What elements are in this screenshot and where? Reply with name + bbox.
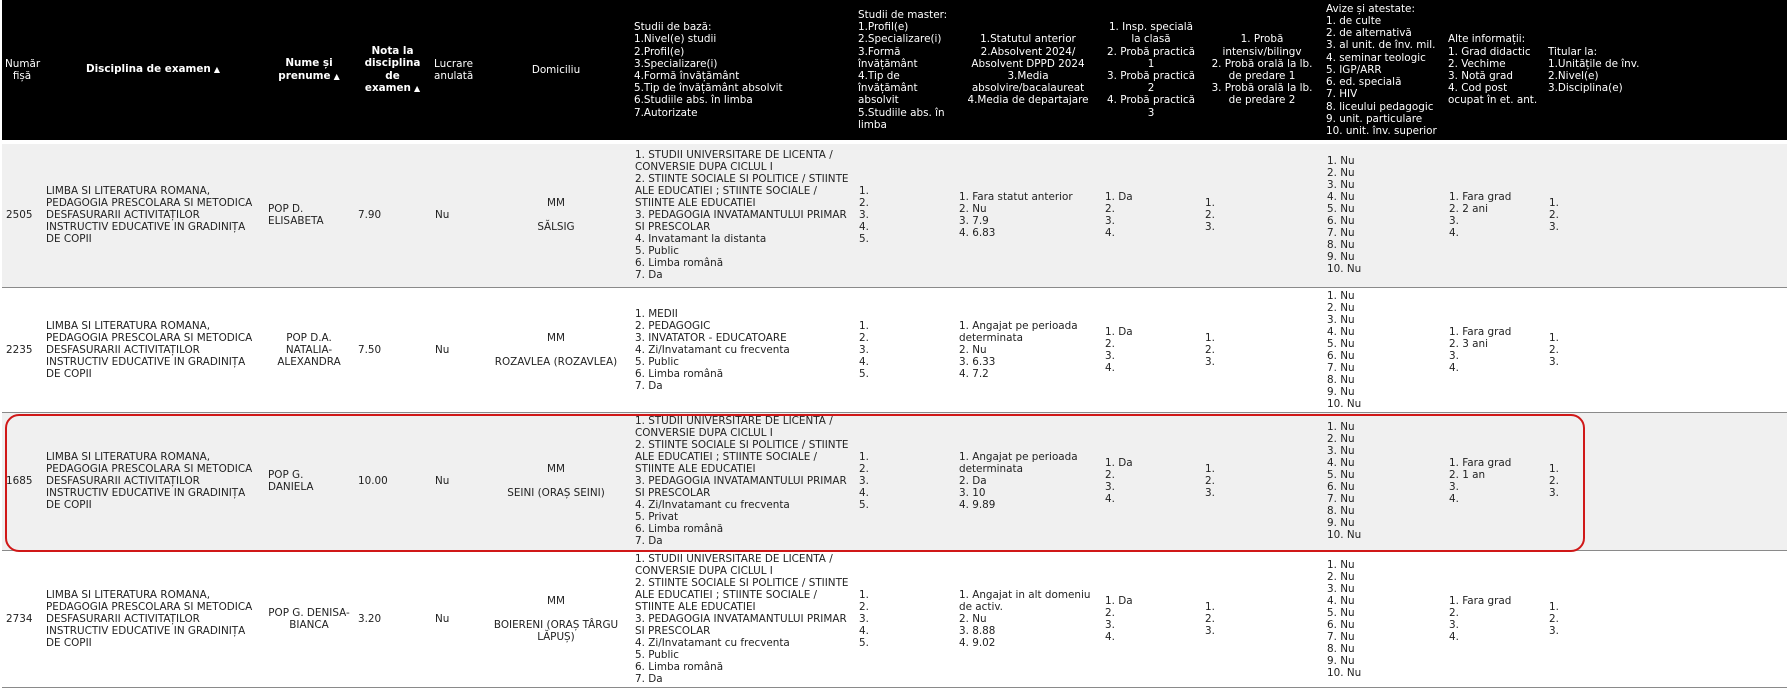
cell-statut: 1. Angajat pe perioada determinata 2. Da 3. 10 4. 9.89 xyxy=(959,451,1078,511)
domiciliu-judet: MM xyxy=(547,463,565,475)
table-header-row xyxy=(2,0,1787,140)
header-nota-label: Nota la disciplina de examen xyxy=(364,45,421,94)
cell-proba: 1. 2. 3. xyxy=(1205,331,1215,368)
domiciliu-judet: MM xyxy=(547,331,565,344)
header-avize: Avize și atestate: 1. de culte 2. de alternativă 3. al unit. de înv. mil. 4. seminar teologic 5. IGP/ARR 6. ed. specială 7. HIV 8. liceului pedagogic 9. unit. particulare 10. unit. înv. superior xyxy=(1326,2,1437,137)
cell-titular: 1. 2. 3. xyxy=(1549,331,1559,368)
header-disciplina[interactable] xyxy=(42,0,264,140)
header-titular: Titular la: 1.Unitățile de înv. 2.Nivel(e) 3.Disciplina(e) xyxy=(1548,45,1640,95)
domiciliu-localitate: ROZAVLEA (ROZAVLEA) xyxy=(494,355,618,368)
cell-lucrare: Nu xyxy=(435,209,450,222)
header-disciplina-label: Disciplina de examen xyxy=(86,63,211,76)
cell-avize: 1. Nu 2. Nu 3. Nu 4. Nu 5. Nu 6. Nu 7. Nu 8. Nu 9. Nu 10. Nu xyxy=(1327,558,1362,679)
cell-nota: 10.00 xyxy=(358,475,388,487)
cell-studii-master: 1. 2. 3. 4. 5. xyxy=(859,451,869,511)
cell-alte: 1. Fara grad 2. 2 ani 3. 4. xyxy=(1449,191,1512,240)
cell-studii-master: 1. 2. 3. 4. 5. xyxy=(859,185,869,246)
cell-studii-baza: 1. MEDII 2. PEDAGOGIC 3. INVATATOR - EDUCATOARE 4. Zi/Invatamant cu frecventa 5. Public 6. Limba română 7. Da xyxy=(635,307,790,392)
header-proba: 1. Probă intensiv/bilingv 2. Probă orală la lb. de predare 1 3. Probă orală la lb. de predare 2 xyxy=(1211,33,1313,107)
cell-insp: 1. Da 2. 3. 4. xyxy=(1105,191,1133,240)
cell-lucrare: Nu xyxy=(435,475,450,487)
domiciliu-localitate: SEINI (ORAȘ SEINI) xyxy=(507,487,605,499)
cell-nume: POP G. DANIELA xyxy=(268,469,314,493)
candidates-table xyxy=(2,0,1787,688)
cell-studii-master: 1. 2. 3. 4. 5. xyxy=(859,588,869,649)
header-statut: 1.Statutul anterior 2.Absolvent 2024/ Absolvent DPPD 2024 3.Media absolvire/bacalaureat 4.Media de departajare xyxy=(967,33,1089,107)
cell-domiciliu xyxy=(481,412,631,550)
cell-nume: POP G. DENISA-BIANCA xyxy=(268,606,350,631)
domiciliu-localitate: SĂLSIG xyxy=(537,221,575,234)
cell-insp: 1. Da 2. 3. 4. xyxy=(1105,325,1133,374)
cell-titular: 1. 2. 3. xyxy=(1549,600,1559,637)
cell-nota: 7.90 xyxy=(358,209,382,222)
cell-statut: 1. Angajat in alt domeniu de activ. 2. Nu 3. 8.88 4. 9.02 xyxy=(959,588,1091,649)
header-nr-fisa: Număr fișă xyxy=(5,57,41,82)
table-row[interactable] xyxy=(2,287,1787,412)
header-domiciliu: Domiciliu xyxy=(531,63,581,76)
cell-nr: 1685 xyxy=(6,475,33,487)
cell-disciplina: LIMBA SI LITERATURA ROMANA, PEDAGOGIA PRESCOLARA SI METODICA DESFASURARII ACTIVITAȚILOR INSTRUCTIV EDUCATIVE IN GRADINIȚA DE COPII xyxy=(46,451,253,511)
cell-avize: 1. Nu 2. Nu 3. Nu 4. Nu 5. Nu 6. Nu 7. Nu 8. Nu 9. Nu 10. Nu xyxy=(1327,289,1362,410)
cell-domiciliu xyxy=(481,287,631,412)
header-nota[interactable] xyxy=(354,0,431,140)
cell-statut: 1. Angajat pe perioada determinata 2. Nu 3. 6.33 4. 7.2 xyxy=(959,319,1078,380)
cell-disciplina: LIMBA SI LITERATURA ROMANA, PEDAGOGIA PRESCOLARA SI METODICA DESFASURARII ACTIVITAȚILOR INSTRUCTIV EDUCATIVE IN GRADINIȚA DE COPII xyxy=(46,588,253,649)
domiciliu-localitate: BOIERENI (ORAȘ TÂRGU LĂPUȘ) xyxy=(493,618,619,643)
header-nume-label: Nume și prenume xyxy=(278,57,333,82)
cell-nume: POP D. ELISABETA xyxy=(268,203,324,228)
cell-nume: POP D.A. NATALIA-ALEXANDRA xyxy=(277,331,341,368)
cell-studii-baza: 1. STUDII UNIVERSITARE DE LICENTA / CONVERSIE DUPA CICLUL I 2. STIINTE SOCIALE SI POLITICE / STIINTE ALE EDUCATIEI ; STIINTE SOCIALE / STIINTE ALE EDUCATIEI 3. PEDAGOGIA INVATAMANTULUI PRIMAR SI PRESCOLAR 4. Zi/Invatamant cu frecventa 5. Privat 6. Limba română 7. Da xyxy=(635,415,849,547)
domiciliu-judet: MM xyxy=(547,197,565,210)
cell-proba: 1. 2. 3. xyxy=(1205,600,1215,637)
cell-alte: 1. Fara grad 2. 3 ani 3. 4. xyxy=(1449,325,1512,374)
cell-insp: 1. Da 2. 3. 4. xyxy=(1105,457,1133,505)
cell-proba: 1. 2. 3. xyxy=(1205,463,1215,499)
cell-domiciliu xyxy=(481,144,631,287)
sort-asc-icon: ▲ xyxy=(213,65,220,75)
cell-alte: 1. Fara grad 2. 1 an 3. 4. xyxy=(1449,457,1512,505)
cell-disciplina: LIMBA SI LITERATURA ROMANA, PEDAGOGIA PRESCOLARA SI METODICA DESFASURARII ACTIVITAȚILOR INSTRUCTIV EDUCATIVE IN GRADINIȚA DE COPII xyxy=(46,319,253,380)
header-studii-master: Studii de master: 1.Profil(e) 2.Specializare(i) 3.Formă învățământ 4.Tip de învățământ absolvit 5.Studiile abs. în limba xyxy=(858,8,948,131)
domiciliu-judet: MM xyxy=(547,594,565,607)
sort-asc-icon: ▲ xyxy=(333,71,340,81)
cell-nota: 7.50 xyxy=(358,343,382,356)
cell-titular: 1. 2. 3. xyxy=(1549,197,1559,234)
cell-avize: 1. Nu 2. Nu 3. Nu 4. Nu 5. Nu 6. Nu 7. Nu 8. Nu 9. Nu 10. Nu xyxy=(1327,155,1362,276)
cell-nr: 2734 xyxy=(6,612,33,625)
cell-insp: 1. Da 2. 3. 4. xyxy=(1105,594,1133,643)
table-row[interactable] xyxy=(2,144,1787,287)
table-row-highlighted[interactable] xyxy=(2,412,1787,550)
cell-avize: 1. Nu 2. Nu 3. Nu 4. Nu 5. Nu 6. Nu 7. Nu 8. Nu 9. Nu 10. Nu xyxy=(1327,421,1362,541)
cell-titular: 1. 2. 3. xyxy=(1549,463,1559,499)
cell-lucrare: Nu xyxy=(435,343,450,356)
cell-lucrare: Nu xyxy=(435,612,450,625)
cell-studii-master: 1. 2. 3. 4. 5. xyxy=(859,319,869,380)
cell-domiciliu xyxy=(481,550,631,687)
cell-studii-baza: 1. STUDII UNIVERSITARE DE LICENTA / CONVERSIE DUPA CICLUL I 2. STIINTE SOCIALE SI POLITICE / STIINTE ALE EDUCATIEI ; STIINTE SOCIALE / STIINTE ALE EDUCATIEI 3. PEDAGOGIA INVATAMANTULUI PRIMAR SI PRESCOLAR 4. Invatamant la distanta 5. Public 6. Limba română 7. Da xyxy=(635,149,849,282)
cell-disciplina: LIMBA SI LITERATURA ROMANA, PEDAGOGIA PRESCOLARA SI METODICA DESFASURARII ACTIVITAȚILOR INSTRUCTIV EDUCATIVE IN GRADINIȚA DE COPII xyxy=(46,185,253,246)
cell-nota: 3.20 xyxy=(358,612,382,625)
header-alte: Alte informații: 1. Grad didactic 2. Vechime 3. Notă grad 4. Cod post ocupat în et. ant. xyxy=(1448,33,1538,107)
cell-nr: 2235 xyxy=(6,343,33,356)
cell-statut: 1. Fara statut anterior 2. Nu 3. 7.9 4. 6.83 xyxy=(959,191,1073,240)
cell-alte: 1. Fara grad 2. 3. 4. xyxy=(1449,594,1512,643)
header-studii-baza: Studii de bază: 1.Nivel(e) studii 2.Profil(e) 3.Specializare(i) 4.Formă învățământ 5.Tip de învățământ absolvit 6.Studiile abs. în limba 7.Autorizate xyxy=(634,21,783,119)
header-insp: 1. Insp. specială la clasă 2. Probă practică 1 3. Probă practică 2 4. Probă practică 3 xyxy=(1107,21,1195,119)
table-row[interactable] xyxy=(2,550,1787,687)
header-lucrare: Lucrare anulată xyxy=(434,57,474,82)
sort-asc-icon: ▲ xyxy=(413,83,421,93)
header-nume[interactable] xyxy=(264,0,354,140)
cell-nr: 2505 xyxy=(6,209,33,222)
cell-proba: 1. 2. 3. xyxy=(1205,197,1215,234)
cell-studii-baza: 1. STUDII UNIVERSITARE DE LICENTA / CONVERSIE DUPA CICLUL I 2. STIINTE SOCIALE SI POLITICE / STIINTE ALE EDUCATIEI ; STIINTE SOCIALE / STIINTE ALE EDUCATIEI 3. PEDAGOGIA INVATAMANTULUI PRIMAR SI PRESCOLAR 4. Zi/Invatamant cu frecventa 5. Public 6. Limba română 7. Da xyxy=(635,552,849,685)
